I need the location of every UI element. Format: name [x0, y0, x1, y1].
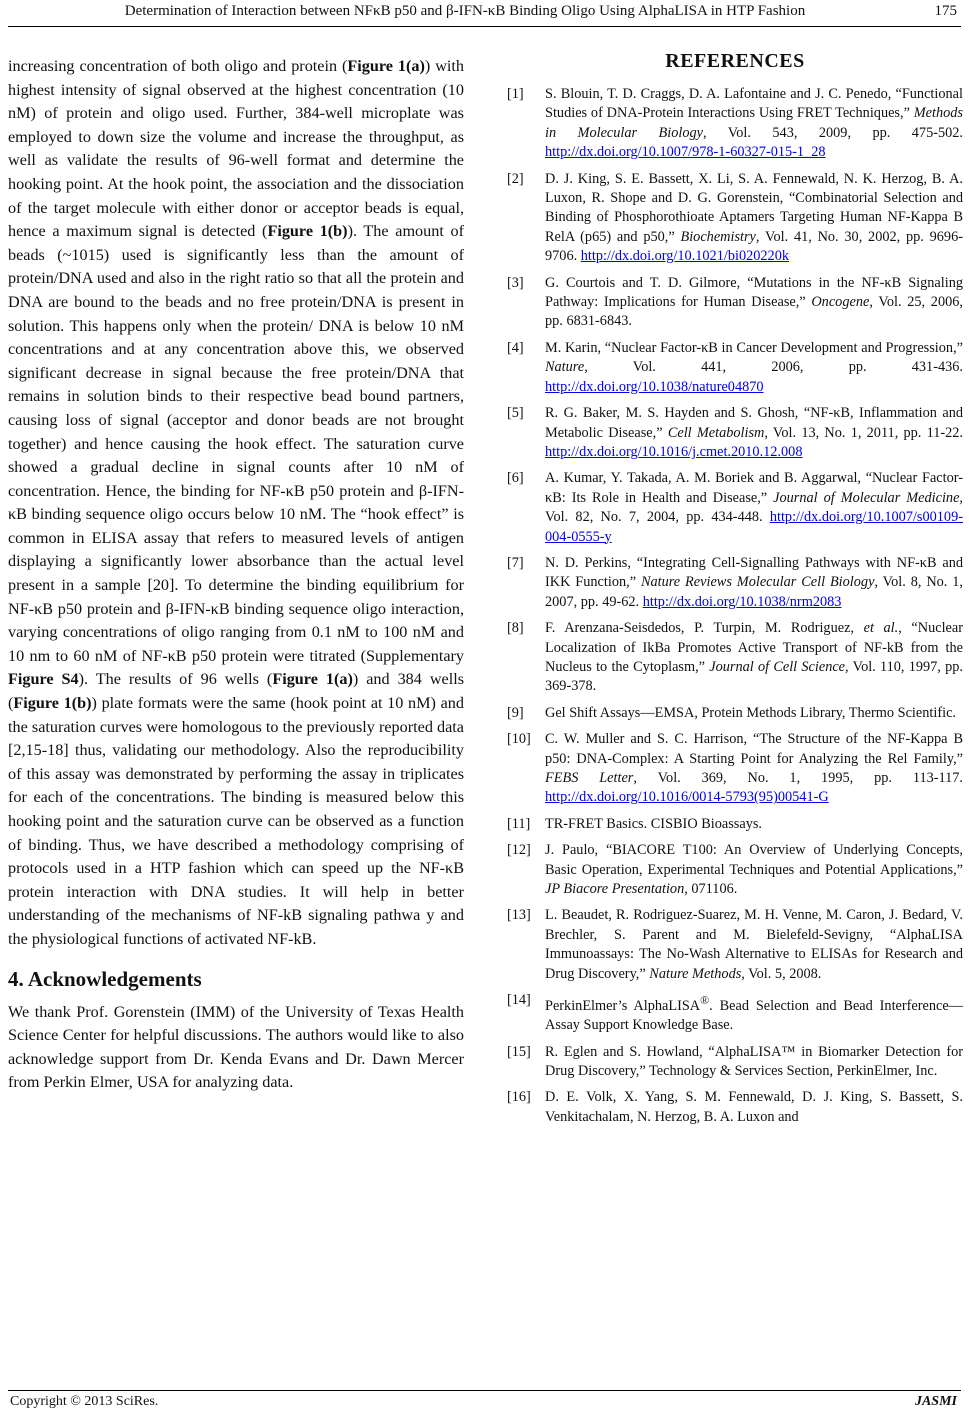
figure-reference: Figure 1(b): [13, 694, 92, 713]
reference-item: [507, 554, 963, 612]
text-run: , Vol. 8, No. 1, 2007, pp. 49-62.: [545, 574, 963, 610]
reference-text: [545, 841, 963, 899]
reference-number: [9]: [507, 704, 524, 721]
text-run: D. J. King, S. E. Bassett, X. Li, S. A. Fennewald, N. K. Herzog, B. A. Luxon, R. Shope and D. G. Gorenstein, “Combinatorial Selection and Binding of Phosphorothioate Aptamers Targeting Human NF-Kappa B RelA (p65) and p50,”: [545, 170, 963, 245]
doi-link[interactable]: http://dx.doi.org/10.1007/s00109-004-0555-y: [545, 509, 963, 545]
reference-text: [545, 404, 963, 462]
figure-reference: Figure 1(b): [267, 222, 348, 241]
reference-text: [545, 815, 963, 834]
text-run: increasing concentration of both oligo and protein (: [8, 57, 348, 75]
text-run: Gel Shift Assays—EMSA, Protein Methods Library, Thermo Scientific.: [545, 704, 956, 721]
text-run: N. D. Perkins, “Integrating Cell-Signalling Pathways with NF-κB and IKK Function,”: [545, 554, 963, 591]
italic-text: FEBS Letter: [545, 770, 634, 786]
reference-text: [545, 619, 963, 697]
text-run: , Vol. 110, 1997, pp. 369-378.: [545, 658, 963, 695]
reference-number: [8]: [507, 620, 524, 637]
reference-item: [507, 619, 963, 697]
left-column: [8, 55, 464, 1095]
reference-text: [545, 1088, 963, 1127]
reference-number: [4]: [507, 339, 524, 356]
reference-item: [507, 1088, 963, 1127]
text-run: , Vol. 41, No. 30, 2002, pp. 9696-9706.: [545, 228, 963, 265]
text-run: , Vol. 82, No. 7, 2004, pp. 434-448.: [545, 489, 963, 526]
reference-number: [12]: [507, 842, 531, 859]
reference-text: [545, 339, 963, 397]
footer-rule: [8, 1390, 961, 1391]
text-run: J. Paulo, “BIACORE T100: An Overview of Underlying Concepts, Basic Operation, Experimental Techniques and Potential Applications,”: [545, 842, 963, 878]
superscript: ®: [700, 993, 710, 1008]
reference-text: [545, 469, 963, 547]
text-run: ) plate formats were the same (hook point at 10 nM) and the saturation curves were homologous to the previously reported data [2,15-18] thus, validating our methodology. Also the reproducibility of this assay was demonstrated by performing the assay in triplicates for each of the concentrations. The binding is measured below this hooking point and the saturation curve can be observed as a function of binding. Thus, we have described a methodology comprising of protocols used in a HTP fashion which can speed up the NF-κB protein interaction with DNA studies. It will help in better understanding of the mechanisms of NF-kB signaling pathwa y and the physiological functions of activated NF-kB.: [8, 694, 464, 948]
text-run: R. Eglen and S. Howland, “AlphaLISA™ in Biomarker Detection for Drug Discovery,” Technology & Services Section, PerkinElmer, Inc.: [545, 1043, 963, 1080]
running-title: Determination of Interaction between NFκB p50 and β-IFN-κB Binding Oligo Using AlphaLISA in HTP Fashion: [124, 3, 806, 19]
reference-number: [14]: [507, 992, 531, 1009]
text-run: , Vol. 441, 2006, pp. 431-436.: [584, 359, 963, 376]
reference-item: [507, 339, 963, 397]
figure-reference: Figure 1(a): [347, 57, 425, 75]
italic-text: Nature Reviews Molecular Cell Biology: [640, 574, 875, 591]
text-run: ) with highest intensity of signal observed at the highest concentration (10 nM) of protein and oligo used. Further, 384-well microplate was employed to down size the volume and increase the throughput, as well as validate the results of 96-well format and determine the hooking point. At the hook point, the association and the dissociation of the target molecule with either donor or acceptor beads is equal, hence a maximum signal is detected (: [8, 57, 465, 241]
text-run: ). The results of 96 wells (: [78, 670, 273, 689]
reference-number: [2]: [507, 170, 524, 187]
reference-item: [507, 906, 963, 984]
italic-text: JP Biacore Presentation: [545, 881, 685, 898]
reference-text: [545, 1043, 963, 1082]
doi-link[interactable]: http://dx.doi.org/10.1007/978-1-60327-015-1_28: [545, 144, 826, 161]
reference-item: [507, 815, 963, 834]
text-run: L. Beaudet, R. Rodriguez-Suarez, M. H. Venne, M. Caron, J. Bedard, V. Brechler, S. Parent and M. Bielefeld-Sevigny, “AlphaLISA Immunoassays: The No-Wash Alternative to ELISAs for Research and Drug Discovery,”: [545, 907, 963, 982]
right-column: [507, 50, 963, 1134]
reference-number: [16]: [507, 1089, 531, 1106]
reference-item: [507, 170, 963, 267]
figure-reference: Figure S4: [8, 670, 79, 689]
reference-number: [11]: [507, 815, 531, 832]
text-run: M. Karin, “Nuclear Factor-κB in Cancer Development and Progression,”: [545, 339, 963, 356]
text-run: , Vol. 5, 2008.: [741, 965, 822, 982]
acknowledgements-heading: 4. Acknowledgements: [8, 966, 202, 991]
reference-item: [507, 730, 963, 808]
page-number: 175: [934, 3, 957, 19]
doi-link[interactable]: http://dx.doi.org/10.1016/j.cmet.2010.12.008: [545, 443, 803, 460]
text-run: , “Nuclear Localization of IkBa Promotes Active Transport of NF-kB from the Nucleus to the Cytoplasm,”: [545, 620, 963, 675]
reference-number: [6]: [507, 470, 524, 487]
text-run: C. W. Muller and S. C. Harrison, “The Structure of the NF-Kappa B p50: DNA-Complex: A Starting Point for Analyzing the Rel Family,”: [545, 731, 963, 767]
reference-item: [507, 85, 963, 163]
text-run: F. Arenzana-Seisdedos, P. Turpin, M. Rodriguez,: [545, 620, 864, 637]
text-run: G. Courtois and T. D. Gilmore, “Mutations in the NF-κB Signaling Pathway: Implications for Human Disease,”: [545, 274, 963, 311]
italic-text: Oncogene: [811, 294, 870, 311]
reference-number: [3]: [507, 274, 524, 291]
reference-number: [10]: [507, 731, 531, 748]
reference-number: [13]: [507, 907, 531, 924]
text-run: TR-FRET Basics. CISBIO Bioassays.: [545, 815, 762, 832]
reference-text: [545, 906, 963, 984]
doi-link[interactable]: http://dx.doi.org/10.1016/0014-5793(95)00541-G: [545, 789, 829, 806]
running-header: [0, 0, 969, 28]
journal-abbreviation: JASMI: [914, 1394, 957, 1409]
doi-link[interactable]: http://dx.doi.org/10.1038/nature04870: [545, 378, 764, 395]
italic-text: Nature Methods: [649, 965, 742, 982]
text-run: , Vol. 543, 2009, pp. 475-502.: [703, 124, 963, 141]
text-run: , 071106.: [684, 881, 738, 898]
text-run: D. E. Volk, X. Yang, S. M. Fennewald, D. J. King, S. Bassett, S. Venkitachalam, N. Herzog, B. A. Luxon and: [545, 1089, 963, 1125]
reference-item: [507, 841, 963, 899]
body-paragraph: [8, 55, 464, 952]
copyright-notice: Copyright © 2013 SciRes.: [10, 1394, 159, 1409]
italic-text: Journal of Molecular Medicine: [773, 489, 960, 506]
text-run: A. Kumar, Y. Takada, A. M. Boriek and B. Aggarwal, “Nuclear Factor-κB: Its Role in Health and Disease,”: [545, 470, 963, 506]
reference-item: [507, 404, 963, 462]
text-run: ) and 384 wells (: [8, 670, 464, 713]
reference-item: [507, 1043, 963, 1082]
reference-text: [545, 730, 963, 808]
italic-text: et al.: [863, 620, 899, 637]
italic-text: Methods in Molecular Biology: [545, 105, 963, 141]
doi-link[interactable]: http://dx.doi.org/10.1038/nrm2083: [642, 593, 842, 610]
text-run: PerkinElmer’s AlphaLISA: [545, 997, 701, 1014]
reference-number: [7]: [507, 554, 524, 571]
references-heading: REFERENCES: [665, 50, 805, 72]
text-run: R. G. Baker, M. S. Hayden and S. Ghosh, “NF-κB, Inflammation and Metabolic Disease,”: [545, 405, 963, 441]
italic-text: Journal of Cell Science: [709, 658, 846, 675]
reference-text: [545, 85, 963, 163]
reference-item: [507, 991, 963, 1036]
reference-list: [507, 85, 963, 1127]
reference-text: [545, 170, 963, 267]
doi-link[interactable]: http://dx.doi.org/10.1021/bi020220k: [580, 248, 789, 265]
text-run: . Bead Selection and Bead Interference—Assay Support Knowledge Base.: [545, 997, 963, 1034]
italic-text: Cell Metabolism: [667, 424, 765, 441]
reference-text: [545, 704, 963, 723]
reference-number: [1]: [507, 86, 524, 102]
text-run: , Vol. 25, 2006, pp. 6831-6843.: [545, 294, 963, 330]
header-rule: [8, 26, 961, 27]
reference-number: [5]: [507, 405, 524, 422]
reference-text: [545, 274, 963, 332]
reference-text: [545, 991, 963, 1036]
reference-text: [545, 554, 963, 612]
figure-reference: Figure 1(a): [272, 670, 353, 689]
acknowledgements-text: We thank Prof. Gorenstein (IMM) of the University of Texas Health Science Center for helpful discussions. The authors would like to also acknowledge support from Dr. Kenda Evans and Dr. Dawn Mercer from Perkin Elmer, USA for analyzing data.: [8, 1002, 464, 1092]
reference-item: [507, 274, 963, 332]
reference-number: [15]: [507, 1043, 531, 1060]
text-run: ). The amount of beads (~1015) used is significantly less than the amount of protein/DNA used and also in the right ratio so that all the protein and DNA are bound to the beads and no free protein/DNA is present in solution. This happens only when the protein/ DNA is below 10 nM concentrations and at any concentration above this, we observed significant decrease in signal because the free protein/DNA that remains in solution binds to their respective bead bound partners, causing loss of signal (acceptor and donor beads are not brought together) and hence causing the hook effect. The saturation curve showed a gradual decline in signal counts after 10 nM of concentration. Hence, the binding for NF-κB p50 protein and β-IFN-κB binding sequence oligo occurs below 10 nM. The “hook effect” is common in ELISA assay that refers to measured levels of antigen displaying a significantly lower absorbance than the actual level present in a sample [20]. To determine the binding equilibrium for NF-κB p50 protein and β-IFN-κB binding sequence oligo interaction, varying concentrations of oligo ranging from 0.1 nM to 100 nM and 10 nm to 60 nM of NF-κB p50 protein were titrated (Supplementary: [8, 222, 464, 665]
text-run: S. Blouin, T. D. Craggs, D. A. Lafontaine and J. C. Penedo, “Functional Studies of DNA-Protein Interactions Using FRET Techniques,”: [545, 86, 963, 122]
italic-text: Biochemistry: [680, 228, 756, 245]
text-run: , Vol. 13, No. 1, 2011, pp. 11-22.: [764, 424, 964, 441]
reference-item: [507, 704, 963, 723]
text-run: , Vol. 369, No. 1, 1995, pp. 113-117.: [633, 770, 963, 786]
italic-text: Nature: [545, 359, 585, 376]
reference-item: [507, 469, 963, 547]
